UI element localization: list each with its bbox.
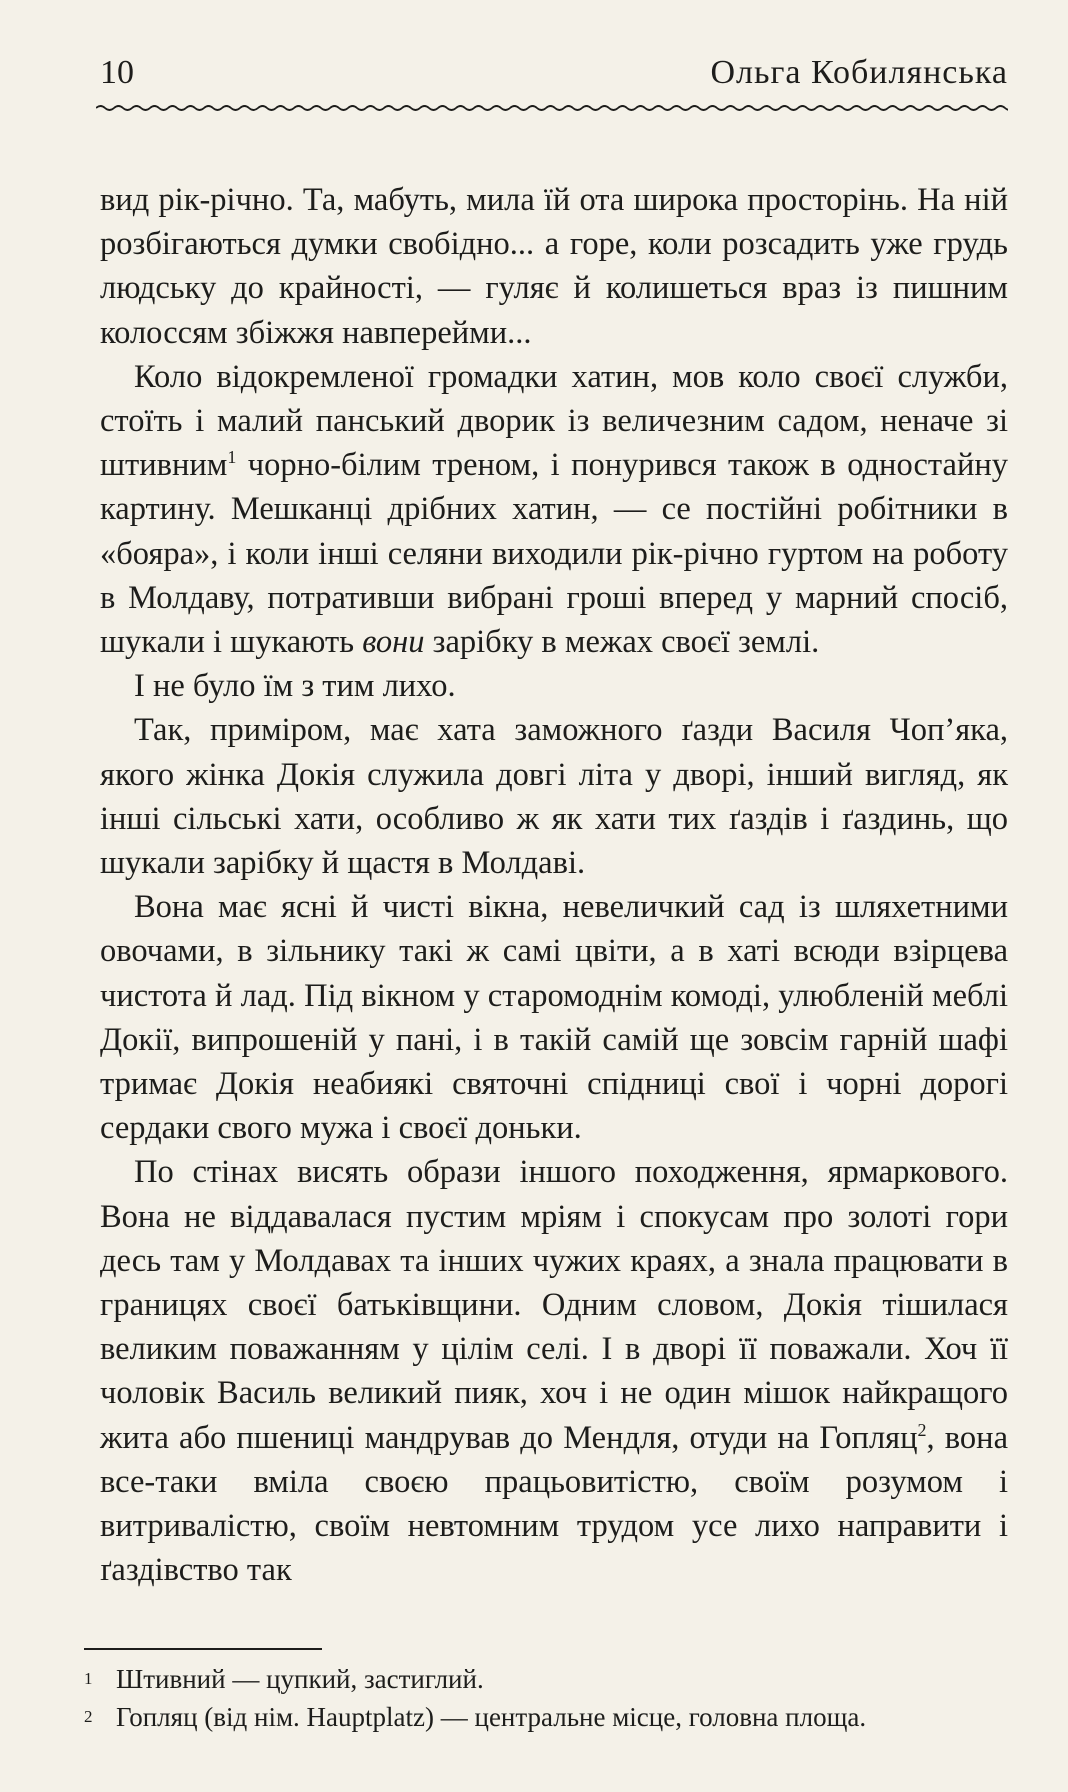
wavy-divider-ornament: [96, 100, 1008, 116]
paragraph-6: [100, 1150, 1008, 1592]
footnotes: [84, 1660, 1008, 1736]
paragraph-2-emphasis: вони: [362, 624, 425, 661]
footnote-1-text: Штивний — цупкий, застиглий.: [116, 1664, 484, 1694]
running-head: [100, 44, 1008, 94]
paragraph-1-text: вид рік-річно. Та, мабуть, мила їй ота широка просторінь. На ній розбігаються думки свобідно... а горе, коли розсадить уже грудь людську до крайності, — гуляє й колишеться враз із пишним колоссям збіжжя навперейми...: [100, 182, 1008, 351]
paragraph-6-text-a: По стінах висять образи іншого походження, ярмаркового. Вона не віддавалася пустим мріям і спокусам про золоті гори десь там у Молдавах та інших чужих краях, а знала працювати в границях своєї батьківщини. Одним словом, Докія тішилася великим поважанням у цілім селі. І в дворі її поважали. Хоч її чоловік Василь великий пияк, хоч і не один мішок найкращого жита або пшениці мандрував до Мендля, отуди на Гопляц: [100, 1154, 1008, 1456]
body-text: [100, 178, 1008, 1593]
footnote-1: [84, 1660, 1008, 1698]
paragraph-4-text: Так, приміром, має хата заможного ґазди Василя Чоп’яка, якого жінка Докія служила довгі літа у дворі, інший вигляд, як інші сільські хати, особливо ж як хати тих ґаздів і ґаздинь, що шукали зарібку й щастя в Молдаві.: [100, 712, 1008, 882]
footnote-ref-2: 2: [917, 1419, 927, 1440]
paragraph-5: [100, 885, 1008, 1150]
paragraph-1: [100, 178, 1008, 355]
paragraph-2-text-b: чорно-білим треном, і понурився також в одностайну картину. Мешканці дрібних хатин, — се постійні робітники в «бояра», і коли інші селяни виходили рік-річно гуртом на роботу в Молдаву, потративши вибрані гроші вперед у марний спосіб, шукали і шукають: [100, 447, 1008, 661]
paragraph-3-text: І не було їм з тим лихо.: [134, 668, 456, 705]
footnote-divider: [84, 1648, 322, 1650]
paragraph-6-text-b: , вона все-таки вміла своєю працьовитістю, своїм розумом і витривалістю, своїм невтомним трудом усе лихо направити і ґаздівство так: [100, 1419, 1008, 1589]
page-number: 10: [100, 54, 134, 91]
running-head-author: Ольга Кобилянська: [710, 54, 1008, 91]
paragraph-3: [100, 664, 1008, 708]
footnote-2-text: Гопляц (від нім. Hauptplatz) — центральне місце, головна площа.: [116, 1702, 867, 1732]
footnote-1-mark: 1: [84, 1669, 93, 1688]
footnote-2: [84, 1698, 1008, 1736]
paragraph-2-text-c: зарібку в межах своєї землі.: [424, 624, 820, 661]
paragraph-4: [100, 708, 1008, 885]
paragraph-2: [100, 355, 1008, 664]
footnote-ref-1: 1: [227, 447, 237, 468]
paragraph-2-text-a: Коло відокремленої громадки хатин, мов коло своєї служби, стоїть і малий панський дворик із величезним садом, неначе зі штивним: [100, 358, 1008, 484]
paragraph-5-text: Вона має ясні й чисті вікна, невеличкий сад із шляхетними овочами, в зільнику такі ж самі цвіти, а в хаті всюди взірцева чистота й лад. Під вікном у старомоднім комоді, улюбленій меблі Докії, випрошеній у пані, і в такій самій ще зовсім гарній шафі тримає Докія неабиякі святочні спідниці свої і чорні дорогі сердаки свого мужа і своєї доньки.: [100, 889, 1008, 1147]
footnote-2-mark: 2: [84, 1707, 93, 1726]
